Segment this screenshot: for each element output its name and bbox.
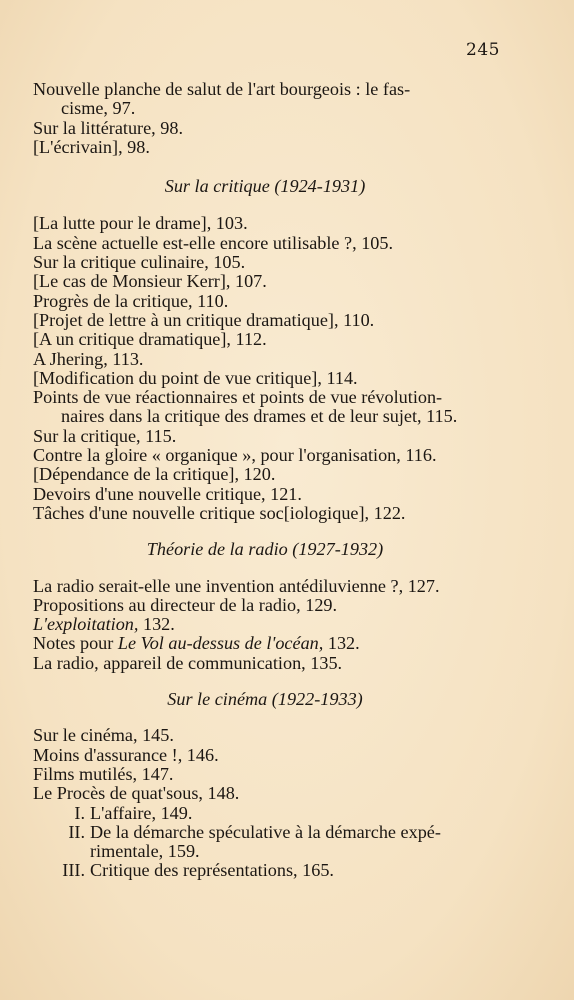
toc-entry: Notes pour Le Vol au-dessus de l'océan, 132. [33,633,360,654]
roman-numeral: III. [62,860,85,881]
toc-entry: A Jhering, 113. [33,348,144,369]
page-number: 245 [466,40,500,60]
toc-entry: L'exploitation, 132. [33,614,175,635]
section-title: Théorie de la radio (1927-1932) [146,539,384,560]
toc-entry: Progrès de la critique, 110. [33,290,229,311]
toc-entry: [Le cas de Monsieur Kerr], 107. [33,271,267,292]
roman-numeral: II. [68,821,85,842]
toc-subentry: III. Critique des représentations, 165. [33,861,497,880]
toc-entry: [Projet de lettre à un critique dramatique], 110. [33,309,375,330]
table-of-contents [33,80,497,881]
toc-entry: Nouvelle planche de salut de l'art bourgeois : le fas- cisme, 97. [33,79,411,119]
toc-entry: [A un critique dramatique], 112. [33,329,267,350]
toc-entry: La radio, appareil de communication, 135. [33,652,343,673]
section-title: Sur le cinéma (1922-1933) [167,689,363,710]
toc-entry: Films mutilés, 147. [33,763,174,784]
toc-entry: Moins d'assurance !, 146. [33,744,219,765]
toc-entry: Devoirs d'une nouvelle critique, 121. [33,483,302,504]
toc-entry: Tâches d'une nouvelle critique soc[iologique], 122. [33,502,406,523]
toc-entry: Sur la critique, 115. [33,425,177,446]
toc-entry: Sur le cinéma, 145. [33,725,174,746]
toc-entry: Contre la gloire « organique », pour l'organisation, 116. [33,445,437,466]
toc-subentry: II. De la démarche spéculative à la démarche expé- rimentale, 159. [33,823,497,862]
section-title: Sur la critique (1924-1931) [164,176,366,197]
toc-entry: Sur la littérature, 98. [33,117,184,138]
toc-subentry: I. L'affaire, 149. [33,804,497,823]
toc-entry: Propositions au directeur de la radio, 129. [33,594,338,615]
toc-entry: [La lutte pour le drame], 103. [33,213,248,234]
toc-entry: La radio serait-elle une invention antédiluvienne ?, 127. [33,575,440,596]
toc-entry: [L'écrivain], 98. [33,136,150,157]
toc-entry: La scène actuelle est-elle encore utilisable ?, 105. [33,232,394,253]
toc-entry: Points de vue réactionnaires et points de vue révolution- naires dans la critique des drames et de leur sujet, 115. [33,387,458,427]
roman-numeral: I. [74,802,85,823]
toc-entry: Le Procès de quat'sous, 148. [33,783,240,804]
toc-entry: Sur la critique culinaire, 105. [33,252,246,273]
toc-entry: [Modification du point de vue critique], 114. [33,367,358,388]
toc-entry: [Dépendance de la critique], 120. [33,464,276,485]
